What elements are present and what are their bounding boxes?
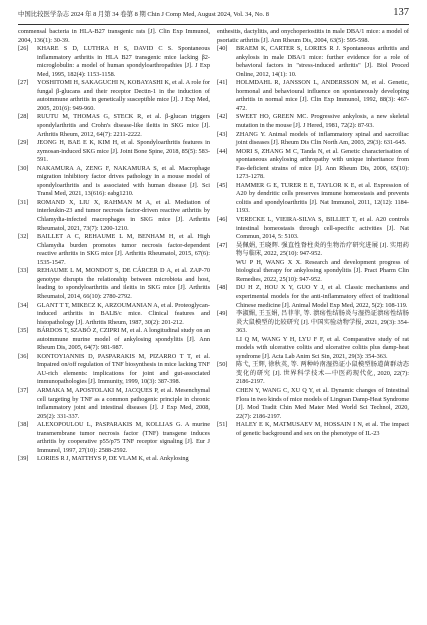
reference-number: [44]	[217, 147, 228, 155]
reference-entry	[18, 421, 210, 455]
reference-text: REHAUME L M, MONDOT S, DE CÁRCER D A, et al. ZAP-70 genotype disrupts the relationship between microbiota and host, leading to spondyloarthritis and ileitis in SKG mice [J]. Arthritis Rheumatol, 2014, 66(10): 2780-2792.	[37, 267, 210, 300]
reference-column-left	[18, 28, 210, 464]
reference-entry	[217, 113, 409, 130]
reference-number: [48]	[217, 284, 228, 292]
reference-entry	[217, 361, 409, 387]
reference-entry	[18, 45, 210, 79]
running-header	[18, 8, 409, 25]
reference-number: [42]	[217, 113, 228, 121]
page-number: 137	[393, 7, 409, 18]
reference-text: LORIES R J, MATTHYS P, DE VLAM K, et al. Ankylosing	[37, 455, 189, 463]
reference-text: ZHANG Y. Animal models of inflammatory spinal and sacroiliac joint diseases [J]. Rheum Dis Clin North Am, 2003, 29(3): 631-645.	[236, 130, 409, 147]
reference-text: VERECKE L, VIEIRA-SILVA S, BILLIET T, et al. A20 controls intestinal homeostasis through cell-specific activities [J]. Nat Commun, 2014, 5: 5103.	[236, 216, 409, 241]
reference-number: [46]	[217, 216, 228, 224]
reference-text: SWEET HO, GREEN MC. Progressive ankylosis, a new skeletal mutation in the mouse [J]. J Hered, 1981, 72(2): 87-93.	[236, 113, 409, 130]
reference-text: ALEXOPOULOU L, PASPARAKIS M, KOLLIAS G. A murine transmembrane tumor necrosis factor (TNF) transgene induces arthritis by cooperative p55/p75 TNF receptor signaling [J]. Eur J Immunol, 1997, 27(10): 2588-2592.	[37, 421, 210, 454]
reference-text: DU H Z, HOU X Y, GUO Y J, et al. Classic mechanisms and experimental models for the anti-inflammatory effect of traditional Chinese medicine [J]. Animal Model Exp Med, 2022, 5(2): 108-119.	[236, 284, 409, 309]
reference-number: [38]	[18, 421, 29, 429]
reference-number: [33]	[18, 267, 29, 275]
reference-entry	[18, 387, 210, 421]
reference-text: BRAEM K, CARTER S, LORIES R J. Spontaneous arthritis and ankylosis in male DBA/1 mice: further evidence for a role of behavioral factors in "stress-induced arthritis" [J]. Biol Proced Online, 2012, 14(1): 10.	[236, 45, 409, 78]
reference-entry	[18, 302, 210, 328]
reference-entry	[217, 284, 409, 310]
reference-column-right	[217, 28, 409, 438]
reference-number: [31]	[18, 198, 29, 206]
reference-text: ROMAND X, LIU X, RAHMAN M A, et al. Mediation of interleukin-23 and tumor necrosis factor-driven reactive arthritis by Chlamydia-infected macrophages in SKG mice [J]. Arthritis Rheumatol, 2021, 73(7): 1200-1210.	[37, 198, 210, 232]
reference-entry	[217, 148, 409, 182]
reference-text: MORI S, ZHANG M C, Tanda N, et al. Genetic characterisation of spontaneous ankylosing arthropathy with unique inheritance from Fas-deficient strains of mice [J]. Ann Rheum Dis, 2006, 65(10): 1273-1278.	[236, 147, 409, 181]
reference-number: [47]	[217, 241, 228, 249]
reference-entry	[217, 216, 409, 242]
reference-entry	[217, 45, 409, 79]
reference-text: CHEN Y, WANG C, XU Q Y, et al. Dynamic changes of Intestinal Flora in two kinds of mice models of Lingnan Damp-Heat Syndrome [J]. Mod Tradit Chin Med Mater Med World Sci Technol, 2020, 22(7): 2186-2197.	[236, 386, 409, 420]
reference-text: HALEY E K, MATMUSAEV M, HOSSAIN I N, et al. The impact of genetic background and sex on the phenotype of IL-23	[236, 421, 409, 437]
reference-entry	[18, 139, 210, 165]
reference-text: KONTOYIANNIS D, PASPARAKIS M, PIZARRO T T, et al. Impaired on/off regulation of TNF biosynthesis in mice lacking TNF AU-rich elements: implications for joint and gut-associated immunopathologies [J]. Immunity, 1999, 10(3): 387-398.	[37, 352, 210, 386]
reference-text: KHARE S D, LUTHRA H S, DAVID C S. Spontaneous inflammatory arthritis in HLA B27 transgenic mice lacking β2-microglobulin: a model of human spondyloarthropathies [J]. J Exp Med, 1995, 182(4): 1153-1158.	[37, 45, 210, 78]
reference-entry	[18, 199, 210, 233]
reference-number: [39]	[18, 455, 29, 463]
reference-text: NAKAMURA A, ZENG F, NAKAMURA S, et al. Macrophage migration inhibitory factor drives pathology in a mouse model of spondyloarthritis and is associated with human disease [J]. Sci Transl Med, 2021, 13(616): eabg1210.	[37, 164, 210, 198]
reference-number: [37]	[18, 386, 29, 394]
reference-text: BÁRDOS T, SZABÓ Z, CZIPRI M, et al. A longitudinal study on an autoimmune murine model of ankylosing spondylitis [J]. Ann Rheum Dis, 2005, 64(7): 981-987.	[37, 327, 210, 352]
reference-entry	[217, 310, 409, 336]
reference-entry	[18, 455, 210, 464]
reference-entry	[217, 79, 409, 113]
reference-number: [35]	[18, 327, 29, 335]
reference-entry	[217, 336, 409, 362]
reference-number: [51]	[217, 421, 228, 429]
reference-entry	[217, 242, 409, 259]
reference-number: [34]	[18, 301, 29, 309]
reference-entry	[217, 421, 409, 438]
reference-number: [41]	[217, 79, 228, 87]
reference-entry	[18, 267, 210, 301]
reference-entry	[18, 353, 210, 387]
reference-continuation: enthesitis, dactylitis, and onychoperiostitis in male DBA/1 mice: a model of psoriatic arthritis [J]. Ann Rheum Dis, 2004, 63(5): 595-598.	[217, 28, 409, 44]
reference-text: GLANT T T, MIKECZ K, ARZOUMANIAN A, et al. Proteoglycan-induced arthritis in BALB/c mice. Clinical features and histopathology [J]. Arthritis Rheum, 1987, 30(2): 201-212.	[37, 301, 210, 326]
reference-number: [36]	[18, 352, 29, 360]
reference-text: JEONG H, BAE E K, KIM H, et al. Spondyloarthritis features in zymosan-induced SKG mice [J]. Joint Bone Spine, 2018, 85(5): 583-591.	[37, 139, 210, 164]
reference-text: 陈弋, 王辉, 徐秋英, 等. 两种岭南湿热证小鼠模型肠道菌群动态变化的研究 [J]. 世界科学技术—中医药现代化, 2020, 22(7): 2186-2197.	[236, 361, 409, 386]
reference-entry	[217, 387, 409, 421]
reference-number: [49]	[217, 310, 228, 318]
reference-text: 吴佩娟, 王晓辉. 强直性脊柱炎的生物治疗研究进展 [J]. 实用药物与临床, 2022, 25(10): 947-952.	[236, 241, 409, 258]
reference-number: [29]	[18, 139, 29, 147]
reference-entry	[18, 165, 210, 199]
reference-number: [30]	[18, 164, 29, 172]
reference-text: LI Q M, WANG Y H, LYU F F, et al. Comparative study of rat models with ulcerative colitis and ulcerative colitis plus damp-heat syndrome [J]. Acta Lab Anim Sci Sin, 2021, 29(3): 354-363.	[236, 335, 409, 360]
reference-text: WU P H, WANG X X. Research and development progress of biological therapy for ankylosing spondylitis [J]. Pract Pharm Clin Remedies, 2022, 25(10): 947-952.	[236, 258, 409, 283]
reference-text: ARMAKA M, APOSTOLAKI M, JACQUES P, et al. Mesenchymal cell targeting by TNF as a common pathogenic principle in chronic inflammatory joint and intestinal diseases [J]. J Exp Med, 2008, 205(2): 331-337.	[37, 386, 210, 420]
reference-number: [45]	[217, 181, 228, 189]
reference-entry	[217, 131, 409, 148]
reference-entry	[18, 233, 210, 267]
reference-continuation: commensal bacteria in HLA-B27 transgenic rats [J]. Clin Exp Immunol, 2004, 136(1): 30-39.	[18, 28, 210, 44]
reference-entry	[217, 182, 409, 216]
reference-number: [26]	[18, 45, 29, 53]
reference-text: BAILLET A C, REHAUME L M, BENHAM H, et al. High Chlamydia burden promotes tumor necrosis factor-dependent reactive arthritis in SKG mice [J]. Arthritis Rheumatol, 2015, 67(6): 1535-1547.	[37, 233, 210, 266]
reference-entry	[217, 259, 409, 285]
reference-entry	[18, 113, 210, 139]
reference-entry	[18, 79, 210, 113]
reference-number: [50]	[217, 361, 228, 369]
reference-text: RUUTU M, THOMAS G, STECK R, et al. β-glucan triggers spondylarthritis and Crohn's disease-like ileitis in SKG mice [J]. Arthritis Rheum, 2012, 64(7): 2211-2222.	[37, 113, 210, 138]
reference-number: [32]	[18, 233, 29, 241]
reference-number: [43]	[217, 130, 228, 138]
reference-text: HAMMER G E, TURER E E, TAYLOR K E, et al. Expression of A20 by dendritic cells preserves immune homeostasis and prevents colitis and spondyloarthritis [J]. Nat Immunol, 2011, 12(12): 1184-1193.	[236, 181, 409, 215]
reference-number: [28]	[18, 113, 29, 121]
reference-entry	[18, 327, 210, 353]
journal-citation: 中国比较医学杂志 2024 年 8 月第 34 卷第 8 期 Chin J Comp Med, August 2024, Vol. 34, No. 8	[18, 11, 269, 18]
reference-text: HOLMDAHL R, JANSSON L, ANDERSSON M, et al. Genetic, hormonal and behavioural influence on spontaneously developing arthritis in normal mice [J]. Clin Exp Immunol, 1992, 88(3): 467-472.	[236, 79, 409, 112]
reference-number: [40]	[217, 45, 228, 53]
reference-text: YOSHITOMI H, SAKAGUCHI N, KOBAYASHI K, et al. A role for fungal β-glucans and their receptor Dectin-1 in the induction of autoimmune arthritis in genetically susceptible mice [J]. J Exp Med, 2005, 201(6): 949-960.	[37, 79, 210, 112]
reference-number: [27]	[18, 79, 29, 87]
reference-text: 李淑媚, 王玉娟, 吕菲菲, 等. 溃疡性结肠炎与湿热证溃疡性结肠炎大鼠模型的比较研究 [J]. 中国实验动物学报, 2021, 29(3): 354-363.	[236, 310, 409, 335]
